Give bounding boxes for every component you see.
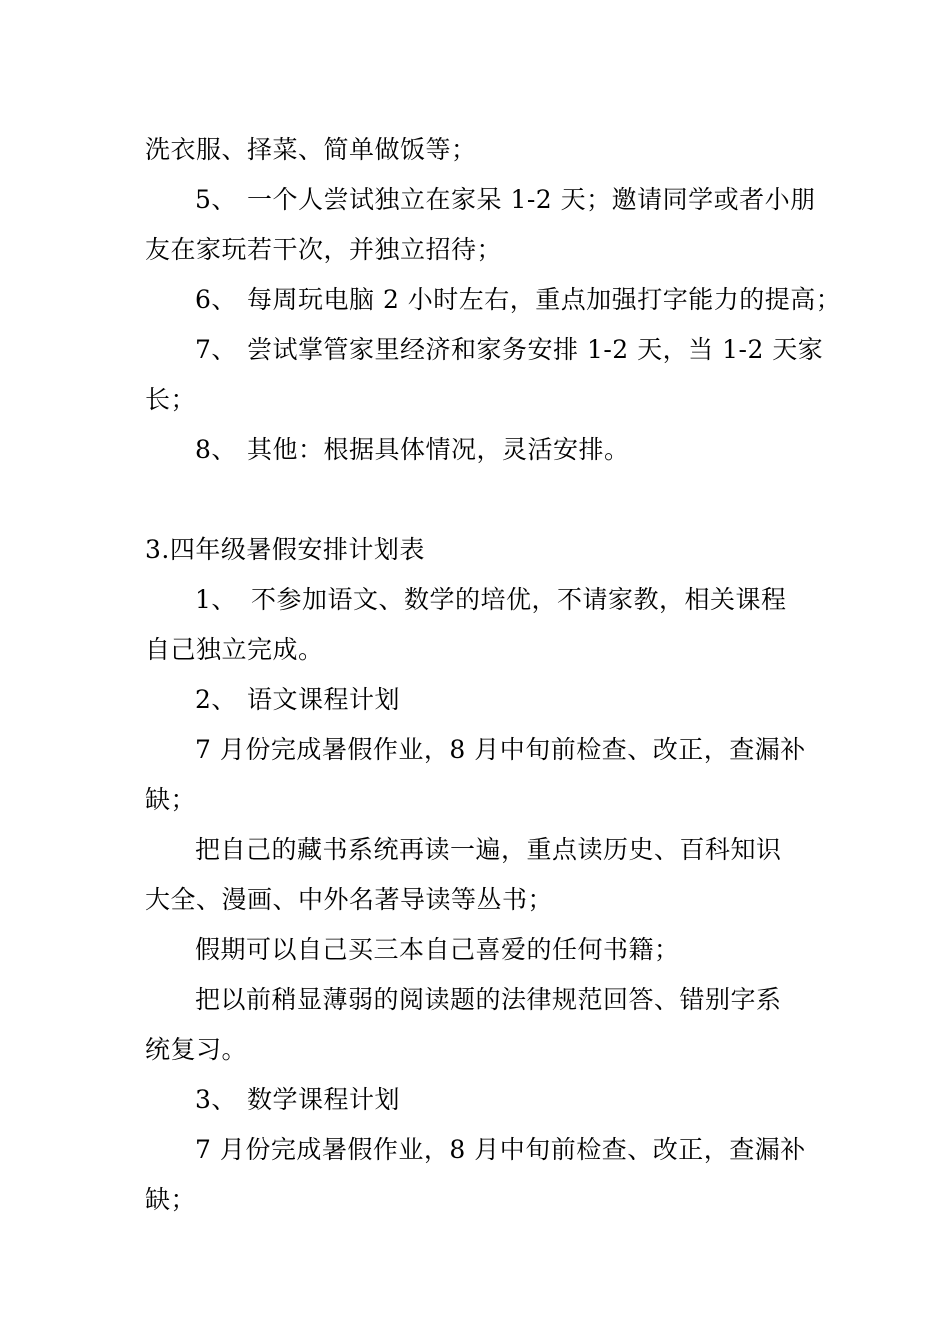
line-text: 每周玩电脑 2 小时左右，重点加强打字能力的提高；	[247, 285, 842, 314]
list-item-5	[195, 184, 816, 216]
line-text: 大全、漫画、中外名著导读等丛书；	[145, 885, 554, 914]
line-text: 缺；	[145, 785, 197, 814]
list-number: 7、	[195, 335, 237, 364]
line-text: 长；	[145, 385, 197, 414]
paragraph-line	[195, 984, 782, 1016]
line-text: 洗衣服、择菜、简单做饭等；	[145, 135, 477, 164]
paragraph-line	[145, 1184, 196, 1216]
line-text: 语文课程计划	[247, 685, 401, 714]
line-text: 把自己的藏书系统再读一遍，重点读历史、百科知识	[195, 835, 782, 864]
list-number: 3、	[195, 1085, 237, 1114]
paragraph-line	[145, 384, 196, 416]
paragraph-line	[195, 834, 782, 866]
line-text: 尝试掌管家里经济和家务安排 1-2 天，当 1-2 天家	[247, 335, 824, 364]
section-heading	[145, 534, 425, 566]
line-text: 7 月份完成暑假作业，8 月中旬前检查、改正，查漏补	[195, 735, 806, 764]
list-item-7	[195, 334, 823, 366]
list-number: 6、	[195, 285, 237, 314]
paragraph-line	[145, 234, 502, 266]
list-number: 2、	[195, 685, 237, 714]
list-item-8	[195, 434, 630, 466]
list-item-2	[195, 684, 400, 716]
list-item-6	[195, 284, 841, 316]
list-number: 5、	[195, 185, 237, 214]
paragraph-line	[195, 734, 806, 766]
paragraph-line	[145, 884, 553, 916]
list-item-3	[195, 1084, 400, 1116]
list-number: 8、	[195, 435, 237, 464]
paragraph-line	[145, 784, 196, 816]
line-text: 把以前稍显薄弱的阅读题的法律规范回答、错别字系	[195, 985, 782, 1014]
paragraph-line	[145, 1034, 247, 1066]
paragraph-line	[145, 134, 477, 166]
line-text: 数学课程计划	[247, 1085, 401, 1114]
paragraph-line	[145, 634, 324, 666]
line-text: 自己独立完成。	[145, 635, 324, 664]
line-text: 缺；	[145, 1185, 197, 1214]
line-text: 统复习。	[145, 1035, 248, 1064]
list-number: 1、	[195, 585, 237, 614]
paragraph-line	[195, 1134, 806, 1166]
line-text: 7 月份完成暑假作业，8 月中旬前检查、改正，查漏补	[195, 1135, 806, 1164]
paragraph-line	[195, 934, 680, 966]
line-text: 假期可以自己买三本自己喜爱的任何书籍；	[195, 935, 680, 964]
line-text: 不参加语文、数学的培优，不请家教，相关课程	[251, 585, 787, 614]
heading-text: 3.四年级暑假安排计划表	[145, 535, 425, 564]
line-text: 一个人尝试独立在家呆 1-2 天；邀请同学或者小朋	[247, 185, 816, 214]
line-text: 其他：根据具体情况，灵活安排。	[247, 435, 630, 464]
list-item-1	[195, 584, 787, 616]
line-text: 友在家玩若干次，并独立招待；	[145, 235, 503, 264]
